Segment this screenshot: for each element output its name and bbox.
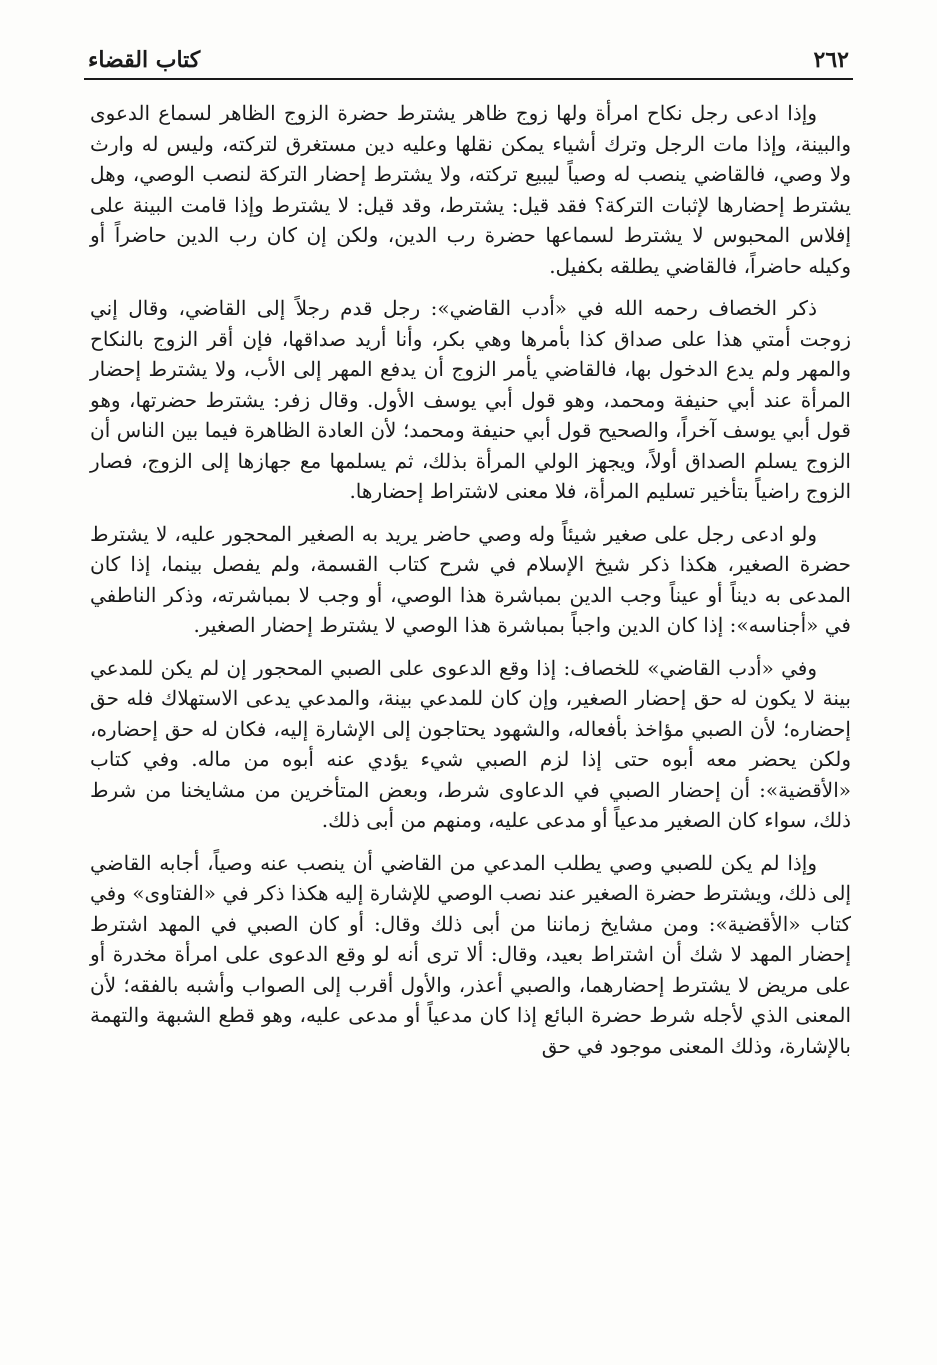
paragraph-1: وإذا ادعى رجل نكاح امرأة ولها زوج ظاهر يشترط حضرة الزوج الظاهر لسماع الدعوى والبينة، وإذا مات الرجل وترك أشياء يمكن نقلها وعليه دين مستغرق لتركته، وليس له وارث ولا وصي، فالقاضي ينصب له وصياً ليبيع تركته، ولا يشترط إحضار التركة لنصب الوصي، وهل يشترط إحضارها لإثبات التركة؟ فقد قيل: يشترط، وقد قيل: لا يشترط وإذا قامت البينة على إفلاس المحبوس لا يشترط لسماعها حضرة رب الدين، ولكن إن كان رب الدين حاضراً أو وكيله حاضراً، فالقاضي يطلقه بكفيل.	[90, 101, 851, 278]
running-head	[88, 38, 849, 74]
paragraph-3: ولو ادعى رجل على صغير شيئاً وله وصي حاضر يريد به الصغير المحجور عليه، لا يشترط حضرة الصغير، هكذا ذكر شيخ الإسلام في شرح كتاب القسمة، ولم يفصل بينما، إذا كان المدعى به ديناً أو عيناً وجب الدين بمباشرة هذا الوصي، أو وجب لا بمباشرته، وذكر الناطفي في «أجناسه»: إذا كان الدين واجباً بمباشرة هذا الوصي لا يشترط إحضار الصغير.	[90, 521, 851, 637]
paragraph-2: ذكر الخصاف رحمه الله في «أدب القاضي»: رجل قدم رجلاً إلى القاضي، وقال إني زوجت أمتي هذا على صداق كذا بأمرها وهي بكر، وأنا أريد صداقها، فإن أقر الزوج بالنكاح والمهر ولم يدع الدخول بها، فالقاضي يأمر الزوج أن يدفع المهر إلى الأب، ولا يشترط إحضار المرأة عند أبي حنيفة ومحمد، وهو قول أبي يوسف الأول. وقال زفر: يشترط حضرتها، وهو قول أبي يوسف آخراً، والصحيح قول أبي حنيفة ومحمد؛ لأن العادة الظاهرة فيما بين الناس أن الزوج يسلم الصداق أولاً، ويجهز الولي المرأة بذلك، ثم يسلمها مع جهازها إلى الزوج، فصار الزوج راضياً بتأخير تسليم المرأة، فلا معنى لاشتراط إحضارها.	[90, 296, 851, 503]
header-rule	[84, 78, 853, 80]
page-number: ٢٦٢	[813, 47, 849, 73]
chapter-title: كتاب القضاء	[88, 47, 201, 73]
body-text	[90, 98, 851, 1073]
paragraph-4: وفي «أدب القاضي» للخصاف: إذا وقع الدعوى على الصبي المحجور إن لم يكن للمدعي بينة لا يكون له حق إحضار الصغير، وإن كان للمدعي بينة، والمدعي يدعى الاستهلاك فله حق إحضاره؛ لأن الصبي مؤاخذ بأفعاله، والشهود يحتاجون إلى الإشارة إليه، فكان له حق إحضاره، ولكن يحضر معه أبوه حتى إذا لزم الصبي شيء يؤدي عنه أبوه من ماله. وفي كتاب «الأقضية»: أن إحضار الصبي في الدعاوى شرط، وبعض المتأخرين من مشايخنا من شرط ذلك، سواء كان الصغير مدعياً أو مدعى عليه، ومنهم من أبى ذلك.	[90, 655, 851, 832]
paragraph-5: وإذا لم يكن للصبي وصي يطلب المدعي من القاضي أن ينصب عنه وصياً، أجابه القاضي إلى ذلك، ويشترط حضرة الصغير عند نصب الوصي للإشارة إليه هكذا ذكر في «الفتاوى» وفي كتاب «الأقضية»: ومن مشايخ زماننا من أبى ذلك وقال: أو كان الصبي في المهد اشترط إحضار المهد لا شك أن اشتراط بعيد، وقال: ألا ترى أنه لو وقع الدعوى على امرأة مخدرة أو على مريض لا يشترط إحضارهما، والصبي أعذر، والأول أقرب إلى الصواب وأشبه بالفقه؛ لأن المعنى الذي لأجله شرط حضرة البائع إذا كان مدعياً أو مدعى عليه، وهو قطع الشبهة والتهمة بالإشارة، وذلك المعنى موجود في حق	[90, 850, 851, 1058]
